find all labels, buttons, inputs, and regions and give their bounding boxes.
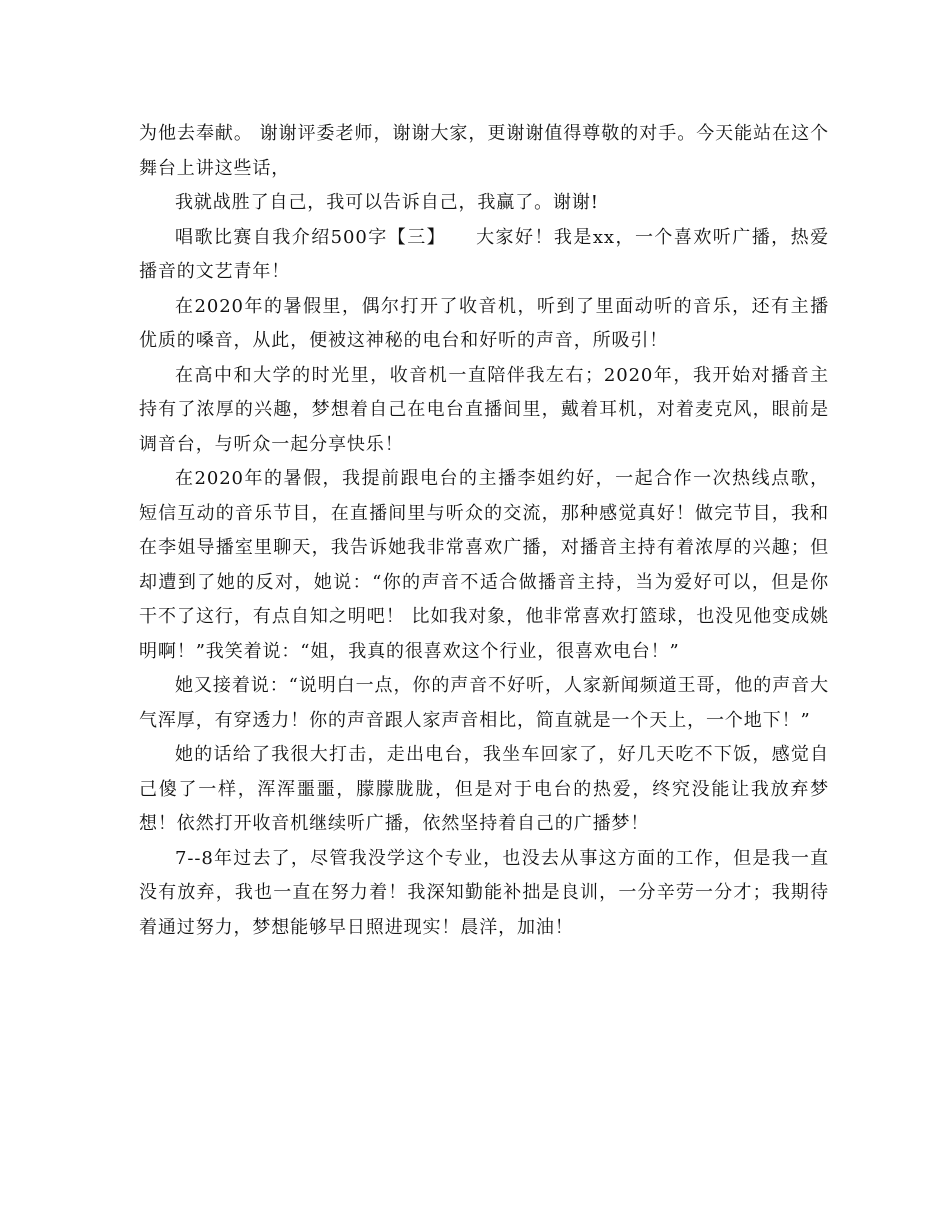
paragraph-7: 她又接着说：“说明白一点，你的声音不好听，人家新闻频道王哥，他的声音大气浑厚，有穿透力！你的声音跟人家声音相比，简直就是一个天上，一个地下！” [139, 675, 829, 731]
paragraph-6: 在2020年的暑假，我提前跟电台的主播李姐约好，一起合作一次热线点歌，短信互动的音乐节目，在直播间里与听众的交流，那种感觉真好！做完节目，我和在李姐导播室里聊天，我告诉她我非常喜欢广播，对播音主持有着浓厚的兴趣；但却遭到了她的反对，她说：“你的声音不适合做播音主持，当为爱好可以，但是你干不了这行，有点自知之明吧！ 比如我对象，他非常喜欢打篮球，也没见他变成姚明啊！”我笑着说：“姐，我真的很喜欢这个行业，很喜欢电台！” [139, 468, 829, 662]
paragraph-3: 唱歌比赛自我介绍500字【三】 大家好！我是xx，一个喜欢听广播，热爱播音的文艺青年！ [139, 226, 829, 282]
document-body [139, 117, 829, 945]
paragraph-2: 我就战胜了自己，我可以告诉自己，我赢了。谢谢! [175, 192, 599, 213]
paragraph-9: 7--8年过去了，尽管我没学这个专业，也没去从事这方面的工作，但是我一直没有放弃，我也一直在努力着！我深知勤能补拙是良训，一分辛劳一分才；我期待着通过努力，梦想能够早日照进现实！晨洋，加油！ [139, 847, 829, 938]
paragraph-1: 为他去奉献。 谢谢评委老师，谢谢大家，更谢谢值得尊敬的对手。今天能站在这个舞台上讲这些话， [139, 123, 829, 179]
paragraph-8: 她的话给了我很大打击，走出电台，我坐车回家了，好几天吃不下饭，感觉自己傻了一样，浑浑噩噩，朦朦胧胧，但是对于电台的热爱，终究没能让我放弃梦想！依然打开收音机继续听广播，依然坚持着自己的广播梦！ [139, 744, 829, 834]
paragraph-4: 在2020年的暑假里，偶尔打开了收音机，听到了里面动听的音乐，还有主播优质的嗓音，从此，便被这神秘的电台和好听的声音，所吸引！ [139, 295, 829, 351]
paragraph-5: 在高中和大学的时光里，收音机一直陪伴我左右；2020年，我开始对播音主持有了浓厚的兴趣，梦想着自己在电台直播间里，戴着耳机，对着麦克风，眼前是调音台，与听众一起分享快乐！ [139, 364, 829, 455]
